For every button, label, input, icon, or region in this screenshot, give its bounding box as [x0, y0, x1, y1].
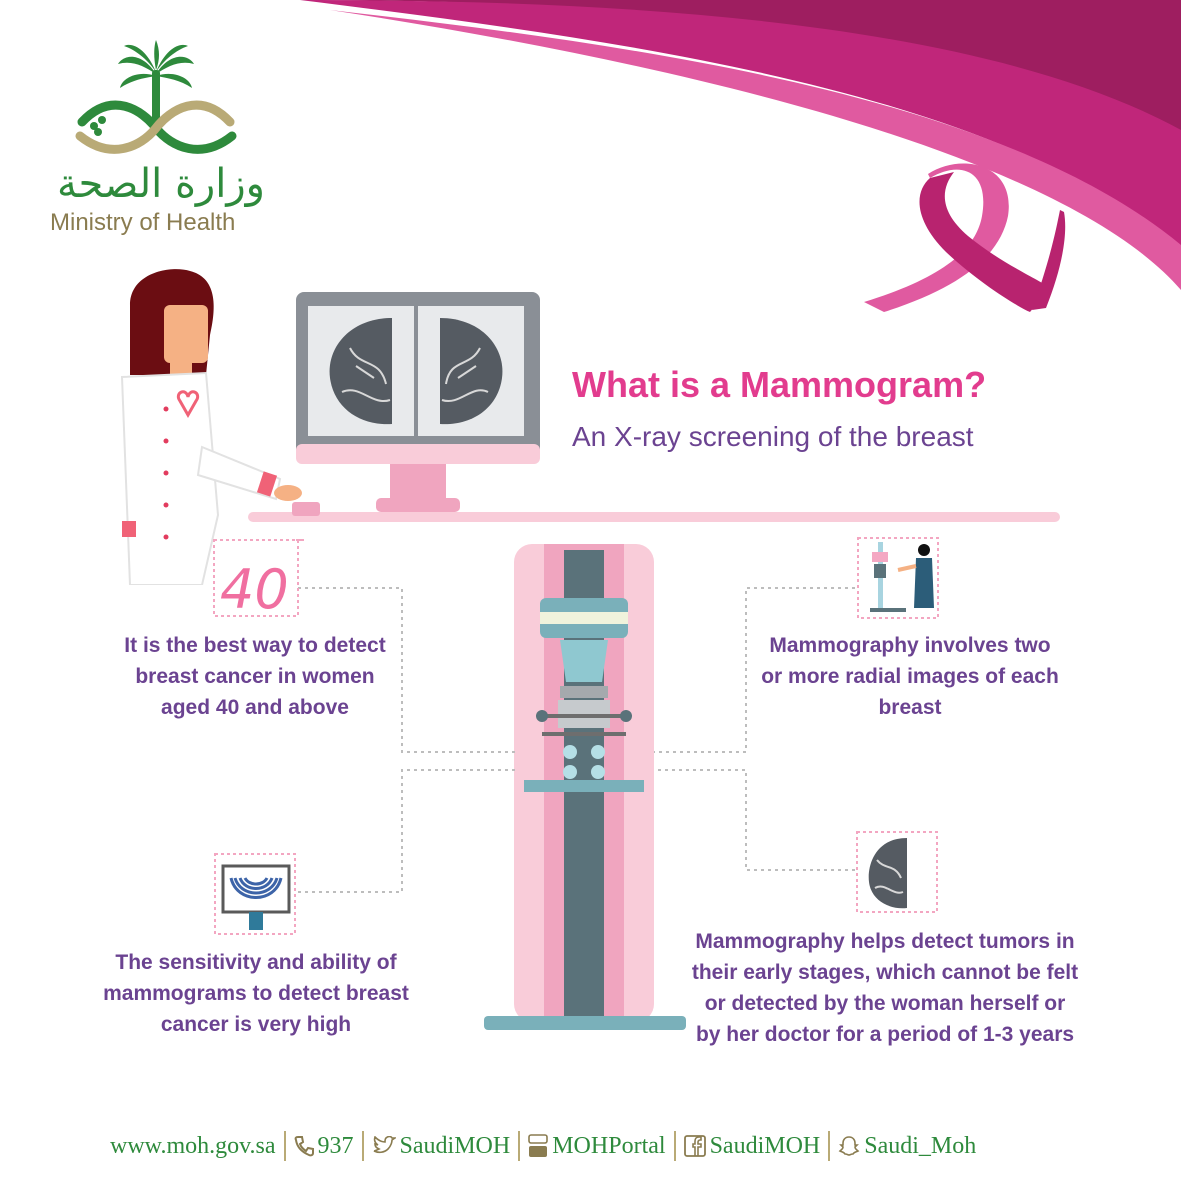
- footer-snapchat[interactable]: Saudi_Moh: [864, 1132, 977, 1159]
- control-button: [292, 502, 320, 516]
- footer-facebook[interactable]: SaudiMOH: [709, 1132, 821, 1159]
- breast-scan-icon-box: [855, 830, 941, 916]
- footer-divider: [518, 1131, 520, 1161]
- fact-radial-images: Mammography involves two or more radial images of each breast: [761, 634, 1059, 719]
- screen-icon-box: [213, 852, 299, 938]
- phone-icon: [294, 1135, 314, 1157]
- age-40-number: 40: [220, 558, 289, 620]
- moh-logo-emblem: [72, 40, 242, 170]
- page-subtitle: An X-ray screening of the breast: [572, 421, 974, 452]
- mammography-machine: [480, 540, 690, 1040]
- footer-twitter[interactable]: SaudiMOH: [399, 1132, 511, 1159]
- footer-divider: [284, 1131, 286, 1161]
- footer-contacts: [110, 1124, 1080, 1168]
- page-title: What is a Mammogram?: [572, 364, 987, 405]
- woman-at-machine-icon-box: [856, 536, 942, 622]
- footer-website[interactable]: www.moh.gov.sa: [110, 1132, 276, 1159]
- footer-divider: [674, 1131, 676, 1161]
- table-shelf: [248, 512, 1060, 522]
- pink-ribbon-icon: [850, 160, 1070, 320]
- youtube-icon: [528, 1134, 548, 1158]
- logo-english-name: Ministry of Health: [50, 209, 236, 236]
- snapchat-icon: [838, 1135, 860, 1157]
- monitor-illustration: [290, 288, 550, 518]
- twitter-icon: [372, 1136, 396, 1156]
- facebook-icon: [684, 1135, 706, 1157]
- footer-divider: [828, 1131, 830, 1161]
- footer-phone[interactable]: 937: [317, 1132, 354, 1159]
- fact-sensitivity: The sensitivity and ability of mammograms to detect breast cancer is very high: [103, 951, 409, 1036]
- age-40-icon-box: [212, 536, 308, 620]
- fact-best-way: It is the best way to detect breast cancer in women aged 40 and above: [124, 634, 386, 719]
- logo-arabic-name: وزارة الصحة: [57, 161, 265, 207]
- footer-divider: [362, 1131, 364, 1161]
- footer-youtube[interactable]: MOHPortal: [552, 1132, 666, 1159]
- fact-early-detection: Mammography helps detect tumors in their early stages, which cannot be felt or detected by the woman herself or by her doctor for a period of 1-3 years: [691, 930, 1079, 1046]
